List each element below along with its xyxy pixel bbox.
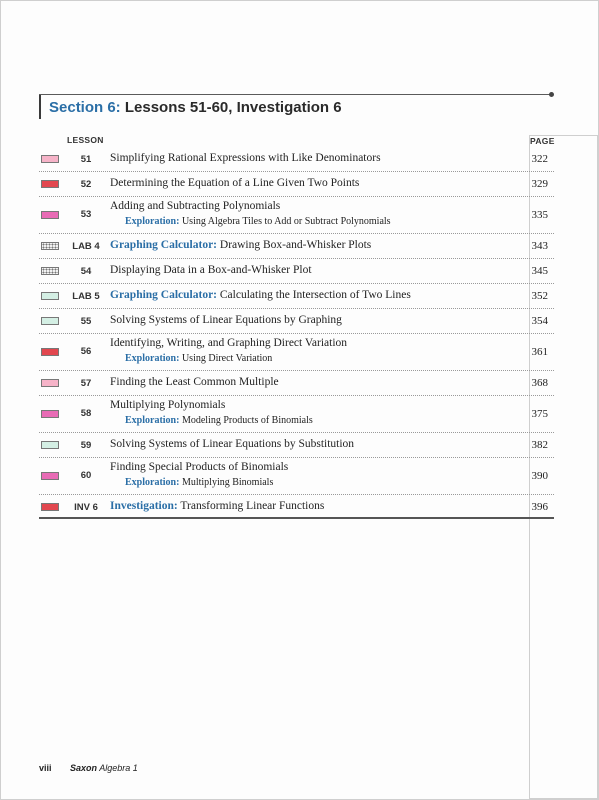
- page-number: 375: [531, 408, 548, 420]
- lesson-title-text: Simplifying Rational Expressions with Like Denominators: [110, 152, 381, 164]
- header-rule: [39, 94, 551, 95]
- lesson-number: 57: [80, 378, 92, 389]
- color-swatch: [41, 242, 59, 250]
- header-rule-end-dot: [549, 92, 554, 97]
- page-number: 368: [531, 377, 548, 389]
- table-row: [39, 371, 554, 396]
- page-number: 343: [531, 240, 548, 252]
- table-row: [39, 458, 554, 495]
- page-number: 322: [531, 153, 548, 165]
- lesson-title-text: Calculating the Intersection of Two Lines: [217, 289, 411, 301]
- exploration-label: Exploration:: [125, 353, 180, 364]
- table-row: [39, 147, 554, 172]
- lesson-title-text: Identifying, Writing, and Graphing Direct Variation: [110, 337, 348, 349]
- color-swatch: [41, 472, 59, 480]
- lesson-title: [110, 438, 354, 450]
- lesson-title: [110, 289, 411, 301]
- lesson-title: [110, 461, 288, 473]
- lesson-title-text: Displaying Data in a Box-and-Whisker Plot: [110, 264, 312, 276]
- lesson-column-heading: LESSON: [67, 135, 104, 145]
- page-number: 352: [531, 290, 548, 302]
- table-row: [39, 197, 554, 234]
- lesson-number: LAB 5: [72, 291, 100, 302]
- page-number: 361: [531, 346, 548, 358]
- table-row: [39, 433, 554, 458]
- color-swatch: [41, 211, 59, 219]
- exploration-text: Modeling Products of Binomials: [179, 415, 313, 426]
- lesson-exploration: [125, 353, 272, 364]
- lesson-exploration: [125, 415, 313, 426]
- page-number: 382: [531, 439, 548, 451]
- color-swatch: [41, 348, 59, 356]
- lesson-number: 51: [80, 154, 92, 165]
- lesson-title: [110, 376, 279, 388]
- lesson-number: 53: [80, 209, 92, 220]
- color-swatch: [41, 503, 59, 511]
- lesson-number: 52: [80, 179, 92, 190]
- lesson-title-text: Drawing Box-and-Whisker Plots: [217, 239, 372, 251]
- lesson-title: [110, 177, 359, 189]
- section-label: Section 6:: [49, 99, 121, 116]
- lesson-title-text: Adding and Subtracting Polynomials: [110, 200, 281, 212]
- exploration-text: Using Algebra Tiles to Add or Subtract Polynomials: [179, 216, 391, 227]
- color-swatch: [41, 292, 59, 300]
- lesson-title: [110, 500, 324, 512]
- table-row: [39, 284, 554, 309]
- lesson-number: 58: [80, 408, 92, 419]
- lesson-number: INV 6: [74, 502, 98, 513]
- lesson-title: [110, 264, 312, 276]
- lesson-title-prefix: Investigation:: [110, 500, 178, 512]
- page-footer: [39, 763, 138, 773]
- lesson-table: [39, 147, 554, 519]
- page-number: 335: [531, 209, 548, 221]
- page-number: 329: [531, 178, 548, 190]
- section-title-text: Lessons 51-60, Investigation 6: [124, 99, 342, 116]
- lesson-number: 59: [80, 440, 92, 451]
- color-swatch: [41, 317, 59, 325]
- table-row: [39, 396, 554, 433]
- footer-book-title: Algebra 1: [97, 763, 138, 773]
- footer-book-brand: Saxon: [70, 763, 98, 773]
- page-column-heading: PAGE: [529, 135, 598, 799]
- lesson-title: [110, 152, 381, 164]
- exploration-text: Multiplying Binomials: [179, 477, 274, 488]
- lesson-title-text: Multiplying Polynomials: [110, 399, 226, 411]
- lesson-title: [110, 200, 280, 212]
- lesson-number: LAB 4: [72, 241, 100, 252]
- lesson-title: [110, 399, 225, 411]
- header-accent-bar: [39, 95, 41, 119]
- color-swatch: [41, 180, 59, 188]
- lesson-title-prefix: Graphing Calculator:: [110, 289, 218, 301]
- color-swatch: [41, 441, 59, 449]
- lesson-exploration: [125, 216, 391, 227]
- lesson-number: 56: [80, 346, 92, 357]
- exploration-label: Exploration:: [125, 415, 180, 426]
- lesson-title-text: Finding Special Products of Binomials: [110, 461, 289, 473]
- color-swatch: [41, 267, 59, 275]
- exploration-text: Using Direct Variation: [179, 353, 273, 364]
- color-swatch: [41, 379, 59, 387]
- lesson-title-text: Transforming Linear Functions: [177, 500, 325, 512]
- table-row: [39, 334, 554, 371]
- page-number: 396: [531, 501, 548, 513]
- section-title: [49, 99, 342, 116]
- table-row: [39, 234, 554, 259]
- lesson-title-text: Solving Systems of Linear Equations by Graphing: [110, 314, 342, 326]
- exploration-label: Exploration:: [125, 477, 180, 488]
- lesson-title: [110, 239, 371, 251]
- lesson-title-prefix: Graphing Calculator:: [110, 239, 218, 251]
- lesson-title-text: Determining the Equation of a Line Given Two Points: [110, 177, 360, 189]
- section-header: [39, 93, 554, 121]
- table-row: [39, 309, 554, 334]
- page-number: 354: [531, 315, 548, 327]
- lesson-number: 55: [80, 316, 92, 327]
- table-row: [39, 172, 554, 197]
- table-row: [39, 259, 554, 284]
- color-swatch: [41, 155, 59, 163]
- color-swatch: [41, 410, 59, 418]
- footer-page-number: viii: [39, 763, 52, 773]
- lesson-number: 54: [80, 266, 92, 277]
- table-row: [39, 495, 554, 519]
- lesson-title-text: Finding the Least Common Multiple: [110, 376, 279, 388]
- lesson-number: 60: [80, 470, 92, 481]
- exploration-label: Exploration:: [125, 216, 180, 227]
- page-number: 390: [531, 470, 548, 482]
- lesson-title: [110, 337, 347, 349]
- page-number: 345: [531, 265, 548, 277]
- lesson-title: [110, 314, 342, 326]
- lesson-exploration: [125, 477, 273, 488]
- lesson-title-text: Solving Systems of Linear Equations by Substitution: [110, 438, 355, 450]
